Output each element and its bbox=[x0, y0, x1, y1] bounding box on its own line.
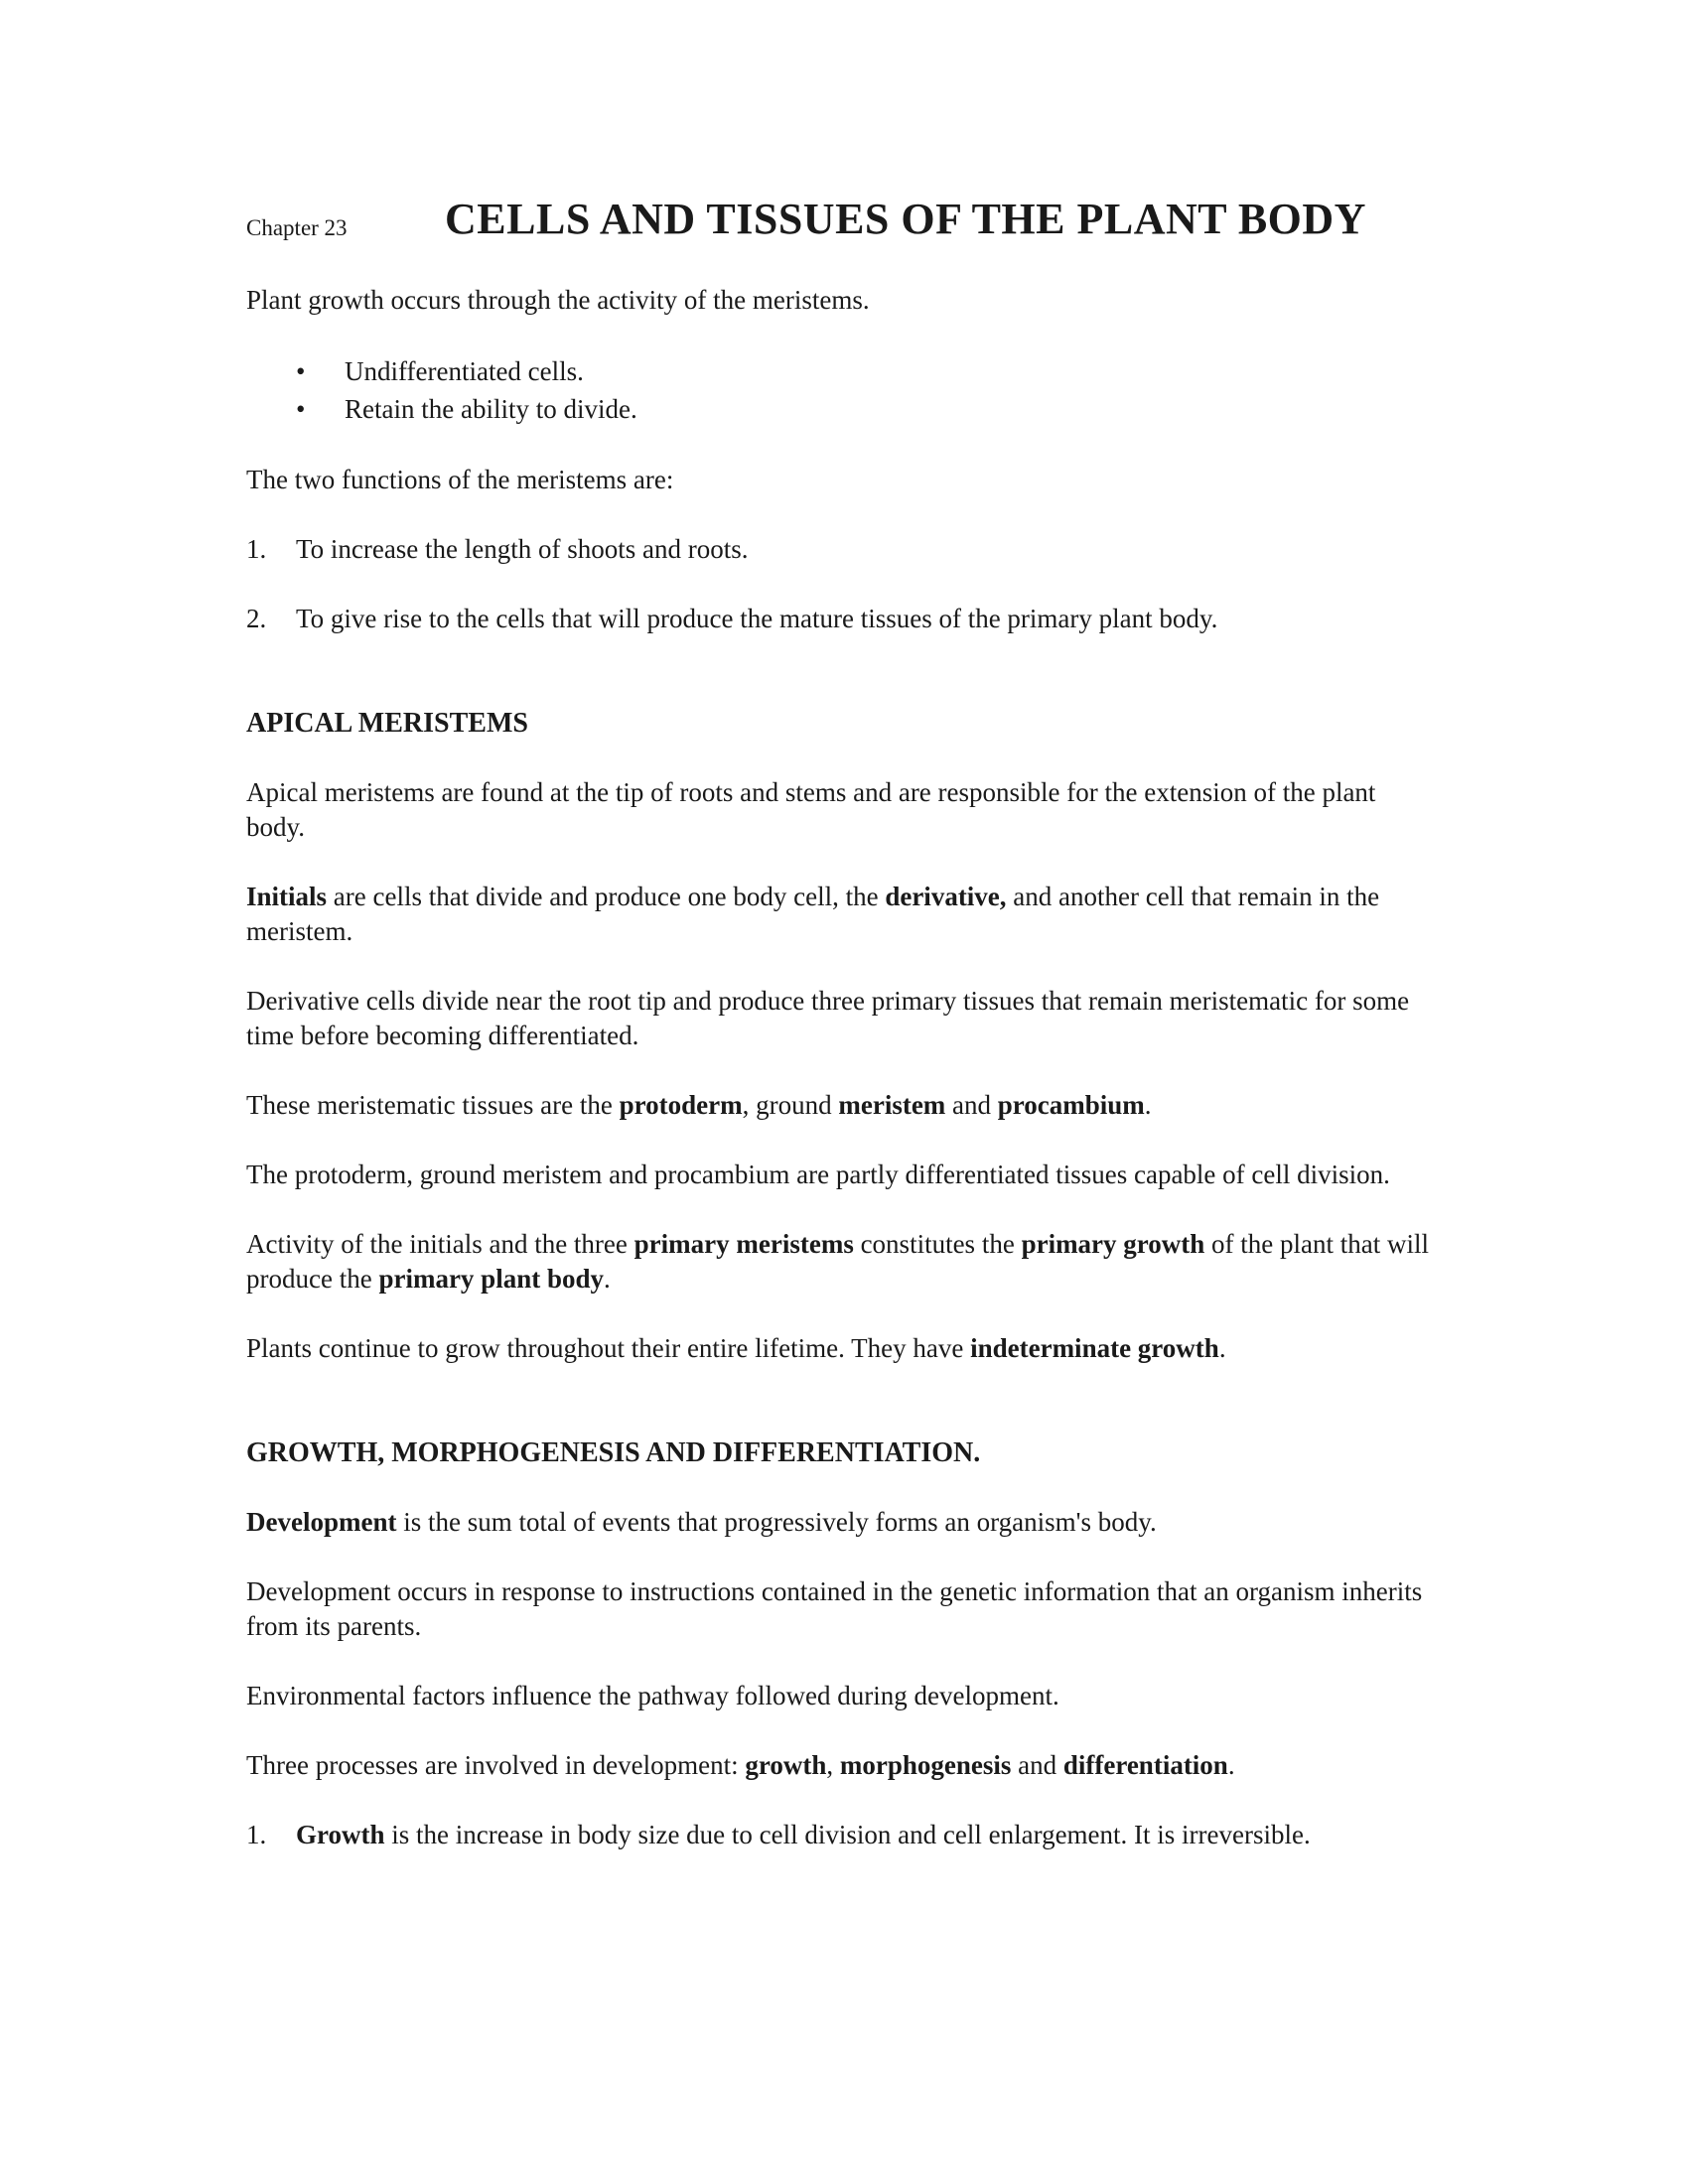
term: differentiation bbox=[1062, 1750, 1228, 1780]
growth-paragraph-3: Environmental factors influence the pathway followed during development. bbox=[246, 1681, 1059, 1710]
meristem-traits-list bbox=[246, 352, 1438, 428]
chapter-header bbox=[246, 194, 1438, 253]
section-heading-growth: GROWTH, MORPHOGENESIS AND DIFFERENTIATION. bbox=[246, 1437, 981, 1468]
function-item-2 bbox=[246, 602, 1438, 636]
process-item-1: 1. Growth is the increase in body size due to cell division and cell enlargement. It is irreversible. bbox=[246, 1818, 1438, 1852]
term: protoderm bbox=[619, 1090, 743, 1120]
item-number: 1. bbox=[246, 1820, 267, 1849]
term: procambium bbox=[997, 1090, 1145, 1120]
growth-paragraph-2: Development occurs in response to instructions contained in the genetic information that an organism inherits from its parents. bbox=[246, 1576, 1423, 1641]
term: derivative, bbox=[885, 882, 1007, 911]
term: primary growth bbox=[1021, 1229, 1205, 1259]
term: Initials bbox=[246, 882, 328, 911]
document-page bbox=[246, 194, 1438, 1852]
chapter-label: Chapter 23 bbox=[246, 215, 348, 240]
item-number: 2. bbox=[246, 604, 267, 633]
term: Growth bbox=[296, 1820, 385, 1849]
apical-paragraph-5: The protoderm, ground meristem and procambium are partly differentiated tissues capable of cell division. bbox=[246, 1160, 1390, 1189]
apical-paragraph-2: Initials are cells that divide and produce one body cell, the derivative, and another cell that remain in the meristem. bbox=[246, 882, 1380, 946]
section-heading-apical: APICAL MERISTEMS bbox=[246, 708, 528, 739]
term: morphogenesis bbox=[839, 1750, 1012, 1780]
term: primary meristems bbox=[633, 1229, 854, 1259]
list-item: • Retain the ability to divide. bbox=[246, 390, 1438, 428]
term: meristem bbox=[838, 1090, 946, 1120]
functions-lead: The two functions of the meristems are: bbox=[246, 465, 674, 494]
item-text: To increase the length of shoots and roots. bbox=[296, 534, 749, 564]
apical-paragraph-4: These meristematic tissues are the protoderm, ground meristem and procambium. bbox=[246, 1090, 1152, 1120]
intro-paragraph: Plant growth occurs through the activity of the meristems. bbox=[246, 285, 870, 315]
apical-paragraph-3: Derivative cells divide near the root tip and produce three primary tissues that remain meristematic for some time before becoming differentiated. bbox=[246, 986, 1410, 1050]
item-text: To give rise to the cells that will produce the mature tissues of the primary plant body. bbox=[296, 604, 1218, 633]
apical-paragraph-6: Activity of the initials and the three primary meristems constitutes the primary growth of the plant that will produce the primary plant body. bbox=[246, 1229, 1429, 1294]
item-number: 1. bbox=[246, 534, 267, 564]
apical-paragraph-7: Plants continue to grow throughout their entire lifetime. They have indeterminate growth. bbox=[246, 1333, 1226, 1363]
apical-paragraph-1: Apical meristems are found at the tip of roots and stems and are responsible for the extension of the plant body. bbox=[246, 777, 1376, 842]
list-item: • Undifferentiated cells. bbox=[246, 352, 1438, 390]
term: indeterminate growth bbox=[970, 1333, 1219, 1363]
term: Development bbox=[246, 1507, 397, 1537]
growth-paragraph-1: Development is the sum total of events that progressively forms an organism's body. bbox=[246, 1507, 1157, 1537]
growth-paragraph-4: Three processes are involved in development: growth, morphogenesis and differentiation. bbox=[246, 1750, 1235, 1780]
term: primary plant body bbox=[378, 1264, 604, 1294]
function-item-1 bbox=[246, 532, 1438, 567]
chapter-title: CELLS AND TISSUES OF THE PLANT BODY bbox=[445, 195, 1366, 243]
term: growth bbox=[745, 1750, 827, 1780]
